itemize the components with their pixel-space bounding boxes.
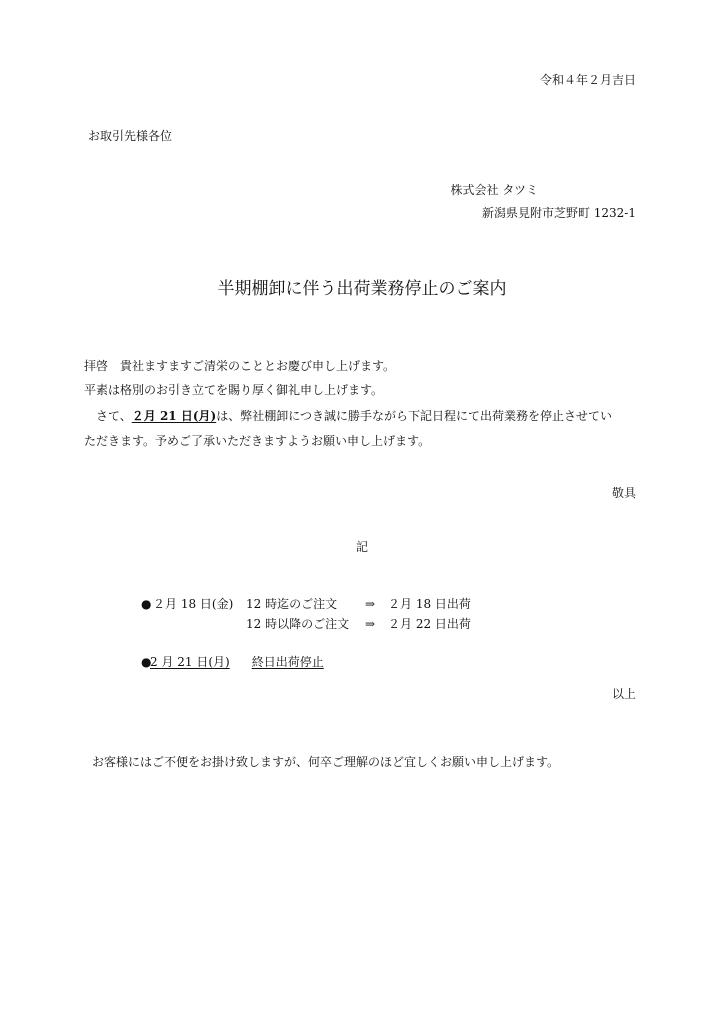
recipient: お取引先様各位 [88, 129, 173, 143]
closing-keigu: 敬具 [611, 486, 636, 500]
document-date: 令和４年２月吉日 [539, 73, 636, 87]
order-after-noon: 12 時以降のご注文 [246, 617, 350, 631]
ijo-closing: 以上 [611, 687, 636, 701]
thanks-line: 平素は格別のお引き立てを賜り厚く御礼申し上げます。 [84, 383, 384, 397]
ship-date-feb22: ２月 22 日出荷 [388, 617, 471, 631]
schedule-date-feb18: ２月 18 日(金) [153, 597, 234, 611]
schedule-date-feb21: 2 月 21 日(月) [150, 655, 230, 669]
schedule-stop-line [150, 654, 324, 670]
page-title: 半期棚卸に伴う出荷業務停止のご案内 [217, 279, 507, 299]
sender-company: 株式会社 タツミ [450, 183, 538, 197]
notice-line-continued: ただきます。予めご了承いただきますようお願い申し上げます。 [84, 434, 431, 448]
notice-suffix: は、弊社棚卸につき誠に勝手ながら下記日程にて出荷業務を停止させてい [216, 409, 612, 423]
full-day-stop: 終日出荷停止 [251, 655, 324, 669]
notice-line [84, 408, 612, 424]
stop-date-highlight: ２月 21 日(月) [131, 409, 217, 423]
order-before-noon: 12 時迄のご注文 [246, 597, 338, 611]
arrow-icon: ⇒ [365, 617, 376, 631]
ki-heading: 記 [355, 540, 368, 554]
greeting-line: 拝啓 貴社ますますご清栄のこととお慶び申し上げます。 [84, 359, 396, 373]
footer-apology: お客様にはご不便をお掛け致しますが、何卒ご理解のほど宜しくお願い申し上げます。 [92, 755, 560, 769]
notice-prefix: さて、 [84, 409, 132, 423]
ship-date-feb18: ２月 18 日出荷 [388, 597, 471, 611]
schedule-bullet: ● [141, 597, 152, 611]
schedule-bullet: ● [141, 655, 152, 669]
arrow-icon: ⇒ [365, 597, 376, 611]
sender-address: 新潟県見附市芝野町 1232-1 [481, 206, 636, 220]
